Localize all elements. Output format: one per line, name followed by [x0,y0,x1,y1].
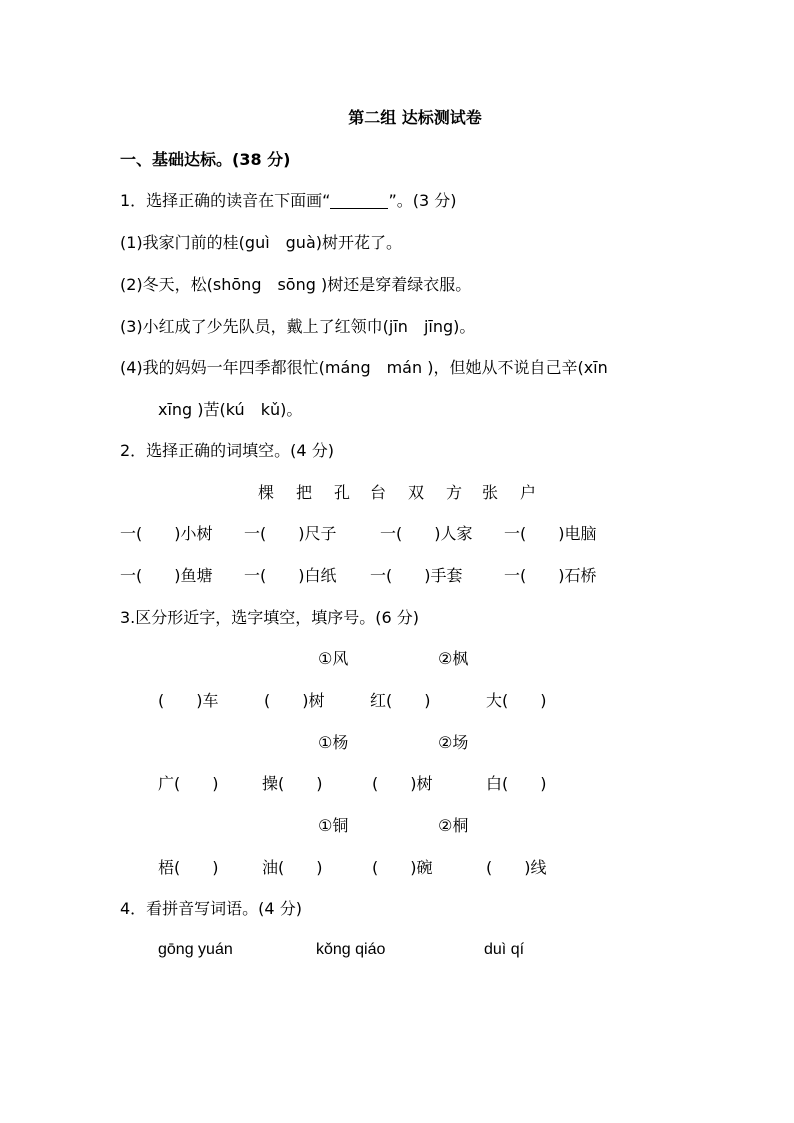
fill-blank-item: 一( )小树 [120,524,213,543]
q1-item-4: (4)我的妈妈一年四季都很忙(máng mán )，但她从不说自己辛(xīn [120,358,608,377]
fill-blank-item: 白( ) [486,774,547,793]
fill-blank-item: 大( ) [486,691,547,710]
fill-blank-item: 油( ) [262,858,323,877]
q1-item-2: (2)冬天，松(shōng sōng )树还是穿着绿衣服。 [120,275,472,294]
pinyin-word: gōng yuán [158,941,233,958]
char-choice: ②桐 [438,816,469,835]
fill-blank-item: 操( ) [262,774,323,793]
fill-blank-item: 红( ) [370,691,431,710]
fill-blank-item: 一( )电脑 [504,524,597,543]
fill-blank-item: 广( ) [158,774,219,793]
fill-blank-item: 一( )人家 [380,524,473,543]
char-choice: ①杨 [318,733,349,752]
pinyin-word: kǒng qiáo [316,941,386,958]
word-option: 张 [482,483,499,502]
char-choice: ①铜 [318,816,349,835]
word-option: 棵 [258,483,275,502]
pinyin-word: duì qí [484,941,525,958]
fill-blank-item: 梧( ) [158,858,219,877]
q2-heading: 2．选择正确的词填空。(4 分) [120,441,334,460]
fill-blank-item: 一( )手套 [370,566,463,585]
q1-heading-text: 1．选择正确的读音在下面画“ [120,191,331,210]
q4-heading: 4．看拼音写词语。(4 分) [120,899,302,918]
char-choice: ②场 [438,733,469,752]
word-option: 户 [520,483,537,502]
underline-blank [330,192,388,209]
fill-blank-item: 一( )石桥 [504,566,597,585]
q1-heading [120,189,457,213]
q1-heading-points: ”。(3 分) [388,191,457,210]
q1-item-3: (3)小红成了少先队员，戴上了红领巾(jīn jīng)。 [120,317,476,336]
fill-blank-item: ( )树 [264,691,325,710]
fill-blank-item: 一( )鱼塘 [120,566,213,585]
word-option: 方 [446,483,463,502]
word-option: 把 [296,483,313,502]
char-choice: ①风 [318,649,349,668]
page-title: 第二组 达标测试卷 [348,108,482,127]
section-heading-basics: 一、基础达标。(38 分) [120,150,291,169]
q3-heading: 3.区分形近字，选字填空，填序号。(6 分) [120,608,420,627]
q1-item-1: (1)我家门前的桂(guì guà)树开花了。 [120,233,402,252]
word-option: 孔 [334,483,351,502]
q1-item-4-continued: xīng )苦(kú kǔ)。 [158,400,303,419]
fill-blank-item: ( )碗 [372,858,433,877]
word-option: 台 [370,483,387,502]
char-choice: ②枫 [438,649,469,668]
word-option: 双 [408,483,425,502]
fill-blank-item: 一( )尺子 [244,524,337,543]
fill-blank-item: ( )车 [158,691,219,710]
fill-blank-item: 一( )白纸 [244,566,337,585]
fill-blank-item: ( )线 [486,858,547,877]
fill-blank-item: ( )树 [372,774,433,793]
